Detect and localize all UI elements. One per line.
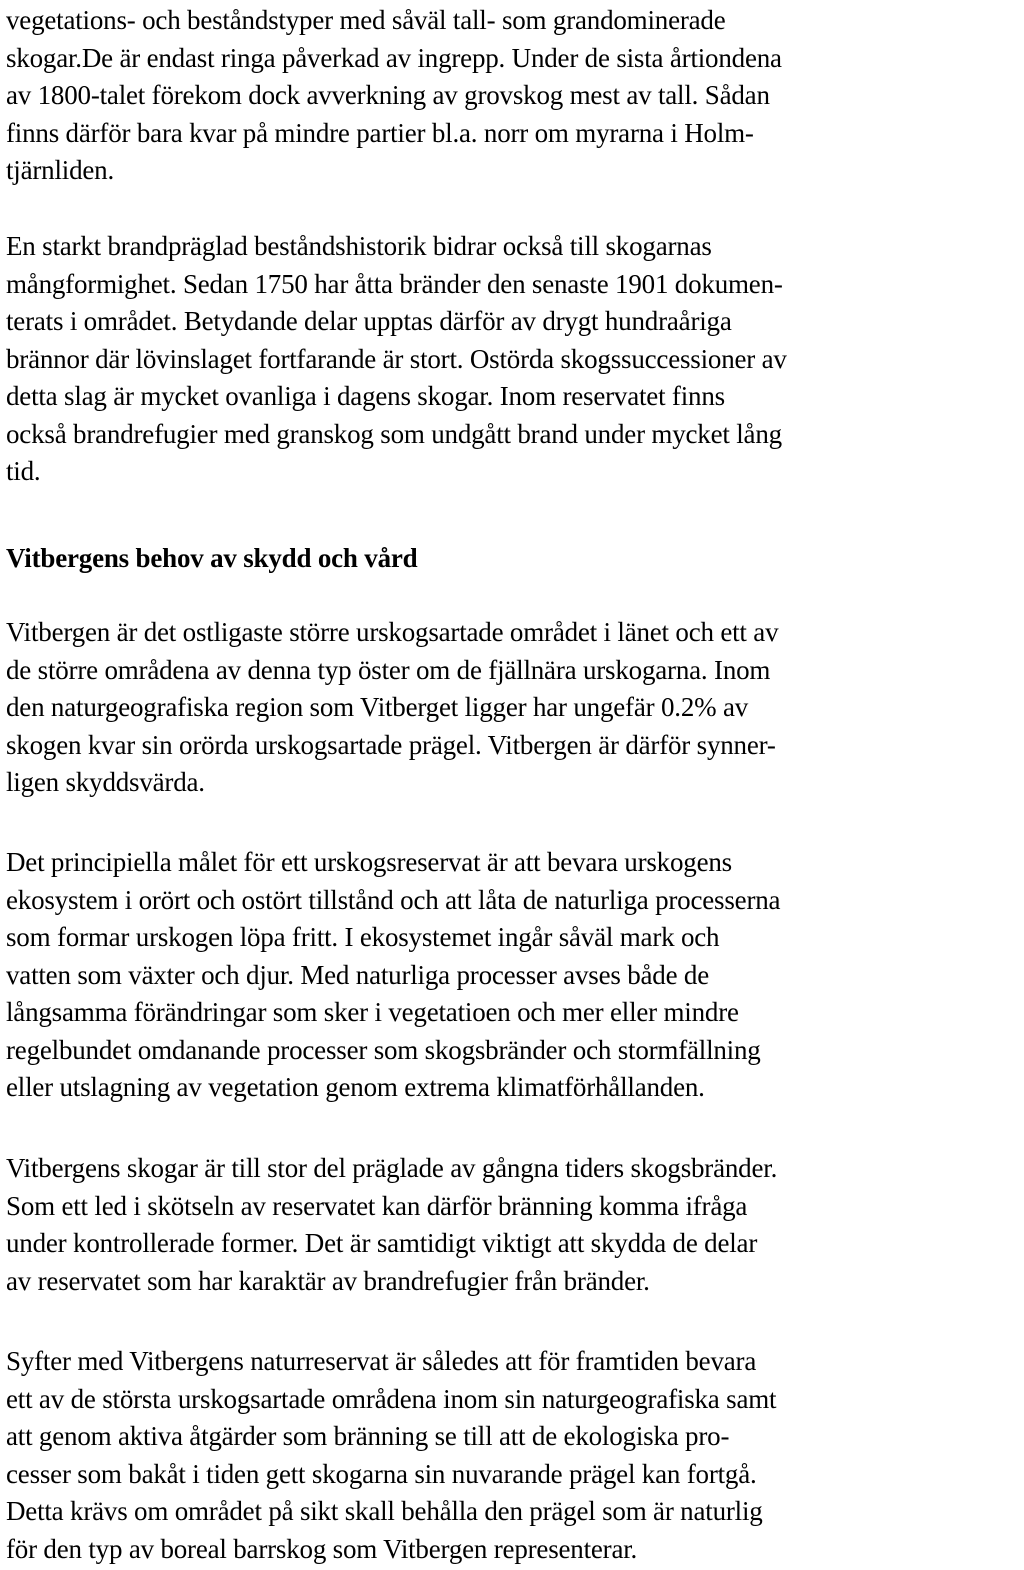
text-line: av reservatet som har karaktär av brandrefugier från bränder. [6,1265,650,1296]
paragraph-fire-history [6,228,787,491]
text-line: En starkt brandpräglad beståndshistorik bidrar också till skogarnas [6,231,712,261]
text-line: mångformighet. Sedan 1750 har åtta bränder den senaste 1901 dokumen- [6,268,783,299]
text-line: finns därför bara kvar på mindre partier bl.a. norr om myrarna i Holm- [6,117,754,148]
text-line: av 1800-talet förekom dock avverkning av grovskog mest av tall. Sådan [6,80,770,110]
text-line: Vitbergens skogar är till stor del präglade av gångna tiders skogsbränder. [6,1153,778,1183]
text-line: ekosystem i orört och ostört tillstånd och att låta de naturliga processerna [6,884,781,915]
paragraph-conservation-value [6,614,778,802]
text-line: för den typ av boreal barrskog som Vitbergen representerar. [6,1533,638,1564]
text-line: skogar.De är endast ringa påverkad av ingrepp. Under de sista årtiondena [6,42,782,73]
paragraph-burning-management [6,1150,777,1300]
paragraph-forest-types [6,2,782,190]
text-line: Vitbergen är det ostligaste större urskogsartade området i länet och ett av [6,617,779,647]
section-heading: Vitbergens behov av skydd och vård [6,543,418,573]
text-line: Som ett led i skötseln av reservatet kan därför bränning komma ifråga [6,1190,748,1221]
text-line: Syfter med Vitbergens naturreservat är således att för framtiden bevara [6,1346,757,1376]
text-line: Detta krävs om området på sikt skall behålla den prägel som är naturlig [6,1496,763,1526]
text-line: att genom aktiva åtgärder som bränning se till att de ekologiska pro- [6,1421,730,1451]
text-line: ligen skyddsvärda. [6,767,205,797]
text-line: Det principiella målet för ett urskogsreservat är att bevara urskogens [6,847,732,877]
text-line: tid. [6,456,41,486]
text-line: regelbundet omdanande processer som skogsbränder och stormfällning [6,1034,761,1065]
text-line: brännor där lövinslaget fortfarande är stort. Ostörda skogssuccessioner av [6,343,787,374]
paragraph-reserve-purpose [6,1343,776,1568]
text-line: under kontrollerade former. Det är samtidigt viktigt att skydda de delar [6,1228,758,1258]
text-line: skogen kvar sin orörda urskogsartade prägel. Vitbergen är därför synner- [6,729,776,760]
text-line: långsamma förändringar som sker i vegetatioen och mer eller mindre [6,997,739,1027]
text-line: eller utslagning av vegetation genom extrema klimatförhållanden. [6,1072,705,1102]
text-line: terats i området. Betydande delar upptas därför av drygt hundraåriga [6,306,732,336]
text-line: vatten som växter och djur. Med naturliga processer avses både de [6,959,710,990]
text-line: som formar urskogen löpa fritt. I ekosystemet ingår såväl mark och [6,922,720,952]
text-line: de större områdena av denna typ öster om de fjällnära urskogarna. Inom [6,654,771,685]
text-line: den naturgeografiska region som Vitberget ligger har ungefär 0.2% av [6,692,749,722]
text-line: detta slag är mycket ovanliga i dagens skogar. Inom reservatet finns [6,381,725,411]
text-line: också brandrefugier med granskog som undgått brand under mycket lång [6,418,782,449]
text-line: tjärnliden. [6,155,115,185]
text-line: cesser som bakåt i tiden gett skogarna sin nuvarande prägel kan fortgå. [6,1458,757,1489]
text-line: ett av de största urskogsartade områdena inom sin naturgeografiska samt [6,1383,777,1414]
text-line: vegetations- och beståndstyper med såväl tall- som grandominerade [6,5,726,35]
paragraph-reserve-goal [6,844,780,1107]
